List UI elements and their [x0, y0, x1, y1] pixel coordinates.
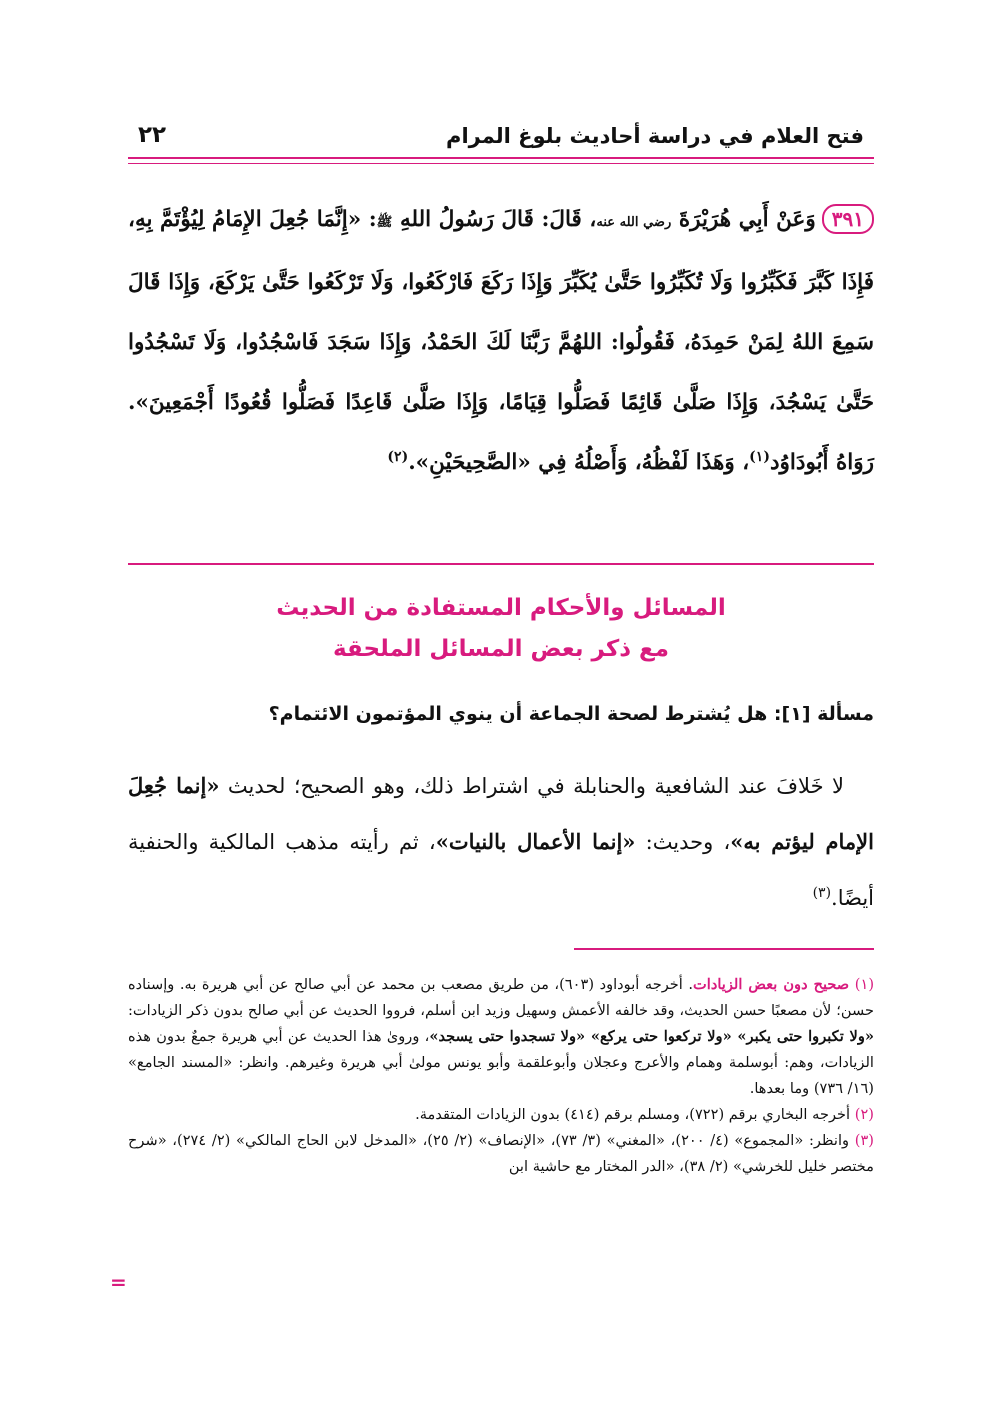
question-label: مسألة [١]: — [773, 703, 874, 725]
footnote-marker: (٣) — [854, 1132, 874, 1149]
hadith-part: ، قَالَ: قَالَ رَسُولُ اللهِ — [392, 207, 597, 232]
honorific: رضي الله عنه — [596, 215, 672, 230]
footnote-quote: «ولا تكبروا حتى يكبر» «ولا تركعوا حتى يركع» «ولا تسجدوا حتى يسجد» — [429, 1028, 874, 1045]
footnote-3 — [128, 1128, 874, 1180]
question-text: هل يُشترط لصحة الجماعة أن ينوي المؤتمون الائتمام؟ — [268, 703, 768, 725]
hadith-source: رَوَاهُ أَبُودَاوُد — [769, 450, 874, 475]
header-rule-bottom — [128, 163, 874, 164]
footnote-text: ، وروىٰ هذا الحديث عن أبي هريرة جمعٌ بدون هذه الزيادات، وهم: أبوسلمة وهمام والأعرج وعجلان وأبوعلقمة وأبو يونس مولىٰ أبي هريرة وغيرهم. وانظر: «المسند الجامع» (١٦/ ٧٣٦) وما بعدها. — [128, 1028, 874, 1097]
footnote-ref[interactable]: (٣) — [812, 885, 832, 901]
section-title-line2: مع ذكر بعض المسائل الملحقة — [332, 636, 669, 662]
section-divider — [128, 563, 874, 565]
footnote-marker: (١) — [854, 976, 875, 993]
footnote-1 — [128, 972, 874, 1102]
footnote-marker: (٢) — [854, 1106, 874, 1123]
book-title: فتح العلام في دراسة أحاديث بلوغ المرام — [446, 124, 864, 148]
header-rule-top — [128, 157, 874, 159]
question-heading — [128, 703, 874, 725]
hadith-text — [128, 190, 874, 493]
quoted-hadith: «إنما الأعمال بالنيات» — [435, 829, 636, 854]
footnote-2 — [128, 1102, 874, 1128]
quoted-hadith: «إنما جُعِلَ الإمام ليؤتم به» — [128, 773, 874, 854]
honorific: ﷺ — [376, 215, 393, 230]
footnote-ref[interactable]: (٢) — [387, 448, 409, 465]
section-title-line1: المسائل والأحكام المستفادة من الحديث — [276, 595, 726, 621]
continuation-mark: = — [110, 1270, 127, 1294]
footnote-ref[interactable]: (١) — [749, 448, 770, 465]
footnote-rule — [574, 948, 874, 950]
page-number: ٢٢ — [138, 122, 167, 148]
footnotes — [128, 972, 874, 1180]
answer-text: ، وحديث: — [635, 830, 731, 854]
answer-paragraph — [128, 758, 874, 926]
footnote-text: أخرجه البخاري برقم (٧٢٢)، ومسلم برقم (٤١٤) بدون الزيادات المتقدمة. — [415, 1106, 855, 1123]
hadith-part: وَعَنْ أَبِي هُرَيْرَةَ — [671, 207, 816, 232]
answer-text: ، ثم رأيته مذهب المالكية والحنفية أيضًا. — [128, 830, 874, 910]
hadith-number: ٣٩١ — [822, 204, 874, 234]
footnote-grade: صحيح دون بعض الزيادات — [693, 976, 850, 993]
answer-text: لا خَلافَ عند الشافعية والحنابلة في اشتراط ذلك، وهو الصحيح؛ لحديث — [219, 774, 844, 798]
hadith-source: ، وَهَذَا لَفْظُهُ، وَأَصْلُهُ فِي «الصَّحِيحَيْنِ». — [408, 450, 750, 475]
footnote-text: وانظر: «المجموع» (٤/ ٢٠٠)، «المغني» (٣/ ٧٣)، «الإنصاف» (٢/ ٢٥)، «المدخل لابن الحاج المالكي» (٢/ ٢٧٤)، «شرح مختصر خليل للخرشي» (٢/ ٣٨)، «الدر المختار مع حاشية ابن — [128, 1132, 874, 1175]
running-header — [128, 122, 874, 156]
hadith-matn: : «إِنَّمَا جُعِلَ الإِمَامُ لِيُؤْتَمَّ بِهِ، فَإِذَا كَبَّرَ فَكَبِّرُوا وَلَا تُكَبِّرُوا حَتَّىٰ يُكَبِّرَ وَإِذَا رَكَعَ فَارْكَعُوا، وَلَا تَرْكَعُوا حَتَّىٰ يَرْكَعَ، وَإِذَا قَالَ سَمِعَ اللهُ لِمَنْ حَمِدَهُ، فَقُولُوا: اللهُمَّ رَبَّنَا لَكَ الحَمْدُ، وَإِذَا سَجَدَ فَاسْجُدُوا، وَلَا تَسْجُدُوا حَتَّىٰ يَسْجُدَ، وَإِذَا صَلَّىٰ قَائِمًا فَصَلُّوا قِيَامًا، وَإِذَا صَلَّىٰ قَاعِدًا فَصَلُّوا قُعُودًا أَجْمَعِينَ». — [128, 207, 874, 415]
book-page — [110, 0, 875, 1418]
footnote-text: . أخرجه أبوداود (٦٠٣)، من طريق مصعب بن محمد عن أبي صالح عن أبي هريرة به. وإسناده حسن؛ لأن مصعبًا حسن الحديث، وقد خالفه الأعمش وسهيل وزيد ابن أسلم، فرووا الحديث عن أبي صالح بدون ذكر الزيادات: — [128, 976, 874, 1019]
